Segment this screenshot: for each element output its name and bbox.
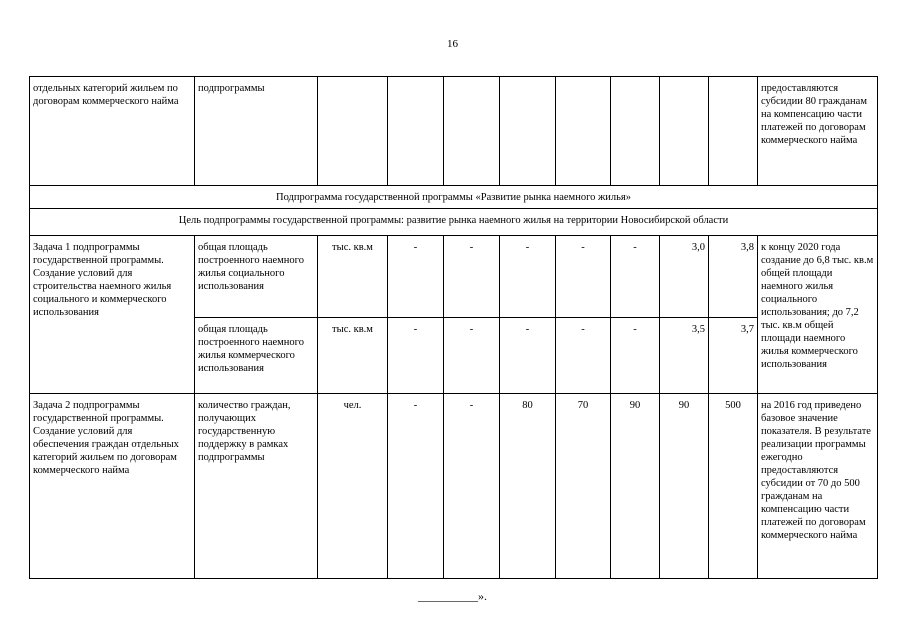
page-number: 16 xyxy=(447,38,458,50)
value-cell: - xyxy=(556,236,611,318)
value-cell: - xyxy=(388,394,444,579)
task1-cell: Задача 1 подпрограммы государственной программы. Создание условий для строительства наемного жилья социального и коммерческого использования xyxy=(30,236,195,394)
indicator-cell: подпрограммы xyxy=(195,77,318,186)
value-cell: 500 xyxy=(709,394,758,579)
task1-result-cell: к концу 2020 года создание до 6,8 тыс. кв.м общей площади наемного жилья социального использования; до 7,2 тыс. кв.м общей площади наемного жилья коммерческого использования xyxy=(758,236,878,394)
subprogram-title: Подпрограмма государственной программы «Развитие рынка наемного жилья» xyxy=(30,186,878,209)
value-cell: - xyxy=(388,236,444,318)
value-cell: - xyxy=(444,318,500,394)
indicator-cell: количество граждан, получающих государственную поддержку в рамках подпрограммы xyxy=(195,394,318,579)
value-cell: 80 xyxy=(500,394,556,579)
value-cell: - xyxy=(500,318,556,394)
value-cell: 90 xyxy=(660,394,709,579)
value-cell: - xyxy=(500,236,556,318)
goal-cell: отдельных категорий жильем по договорам коммерческого найма xyxy=(30,77,195,186)
subprogram-goal: Цель подпрограммы государственной программы: развитие рынка наемного жилья на территории Новосибирской области xyxy=(30,209,878,236)
value-cell xyxy=(611,77,660,186)
value-cell xyxy=(388,77,444,186)
value-cell: 70 xyxy=(556,394,611,579)
task2-cell: Задача 2 подпрограммы государственной программы. Создание условий для обеспечения граждан отдельных категорий жильем по договорам коммерческого найма xyxy=(30,394,195,579)
value-cell xyxy=(556,77,611,186)
value-cell: 3,8 xyxy=(709,236,758,318)
value-cell: 3,7 xyxy=(709,318,758,394)
value-cell: 90 xyxy=(611,394,660,579)
subprogram-goal-row xyxy=(30,209,878,236)
task2-row xyxy=(30,394,878,579)
value-cell: - xyxy=(388,318,444,394)
subprogram-title-row xyxy=(30,186,878,209)
closing-quote-mark: __________». xyxy=(418,589,487,603)
value-cell: - xyxy=(611,236,660,318)
result-cell: предоставляются субсидии 80 гражданам на компенсацию части платежей по договорам коммерческого найма xyxy=(758,77,878,186)
value-cell xyxy=(660,77,709,186)
indicator-cell: общая площадь построенного наемного жилья социального использования xyxy=(195,236,318,318)
unit-cell: чел. xyxy=(318,394,388,579)
value-cell: - xyxy=(444,236,500,318)
value-cell xyxy=(709,77,758,186)
continuation-row xyxy=(30,77,878,186)
value-cell: 3,0 xyxy=(660,236,709,318)
value-cell xyxy=(444,77,500,186)
footer-mark xyxy=(0,589,905,604)
unit-cell: тыс. кв.м xyxy=(318,236,388,318)
value-cell: 3,5 xyxy=(660,318,709,394)
indicator-cell: общая площадь построенного наемного жилья коммерческого использования xyxy=(195,318,318,394)
value-cell: - xyxy=(611,318,660,394)
task2-result-cell: на 2016 год приведено базовое значение показателя. В результате реализации программы ежегодно предоставляются субсидии от 70 до 500 гражданам на компенсацию части платежей по договорам коммерческого найма xyxy=(758,394,878,579)
indicators-table xyxy=(29,76,878,579)
value-cell: - xyxy=(444,394,500,579)
value-cell xyxy=(500,77,556,186)
value-cell: - xyxy=(556,318,611,394)
task1-row-1 xyxy=(30,236,878,318)
value-cell xyxy=(318,77,388,186)
unit-cell: тыс. кв.м xyxy=(318,318,388,394)
